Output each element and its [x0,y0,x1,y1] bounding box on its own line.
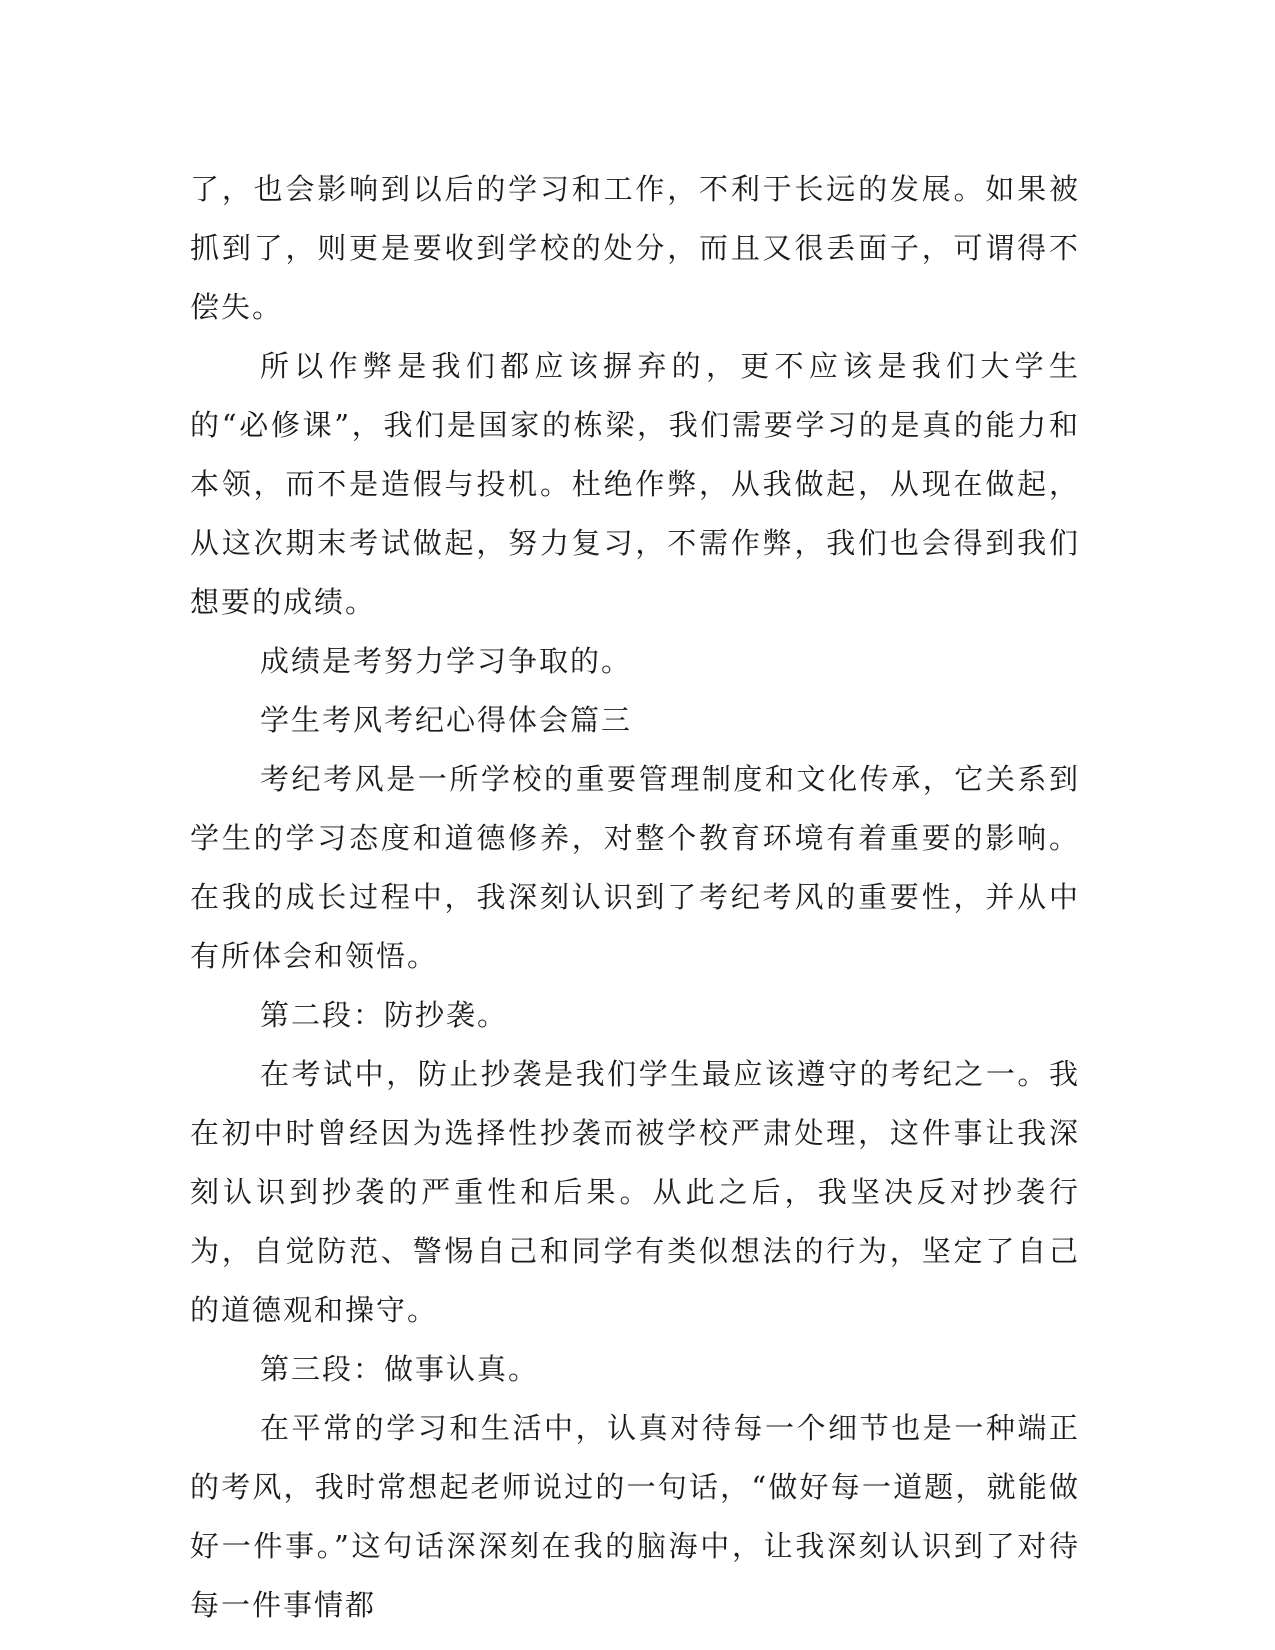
paragraph-diligence: 在平常的学习和生活中，认真对待每一个细节也是一种端正的考风，我时常想起老师说过的一句话，“做好每一道题，就能做好一件事。”这句话深深刻在我的脑海中，让我深刻认识到了对待每一件事情都 [190,1411,1080,1622]
paragraph-continuation: 了，也会影响到以后的学习和工作，不利于长远的发展。如果被抓到了，则更是要收到学校的处分，而且又很丢面子，可谓得不偿失。 [190,172,1080,324]
document-body [190,160,1080,1635]
paragraph-anti-plagiarism: 在考试中，防止抄袭是我们学生最应该遵守的考纪之一。我在初中时曾经因为选择性抄袭而被学校严肃处理，这件事让我深刻认识到抄袭的严重性和后果。从此之后，我坚决反对抄袭行为，自觉防范、警惕自己和同学有类似想法的行为，坚定了自己的道德观和操守。 [190,1057,1080,1327]
section-heading-part-three: 学生考风考纪心得体会篇三 [260,703,633,737]
paragraph-exam-discipline-intro: 考纪考风是一所学校的重要管理制度和文化传承，它关系到学生的学习态度和道德修养，对整个教育环境有着重要的影响。在我的成长过程中，我深刻认识到了考纪考风的重要性，并从中有所体会和领悟。 [190,762,1080,973]
paragraph-cheating-reject: 所以作弊是我们都应该摒弃的，更不应该是我们大学生的“必修课”，我们是国家的栋梁，我们需要学习的是真的能力和本领，而不是造假与投机。杜绝作弊，从我做起，从现在做起，从这次期末考试做起，努力复习，不需作弊，我们也会得到我们想要的成绩。 [190,349,1080,619]
paragraph-grades: 成绩是考努力学习争取的。 [260,644,633,678]
section-heading-third: 第三段：做事认真。 [260,1352,540,1386]
section-heading-second: 第二段：防抄袭。 [260,998,509,1032]
